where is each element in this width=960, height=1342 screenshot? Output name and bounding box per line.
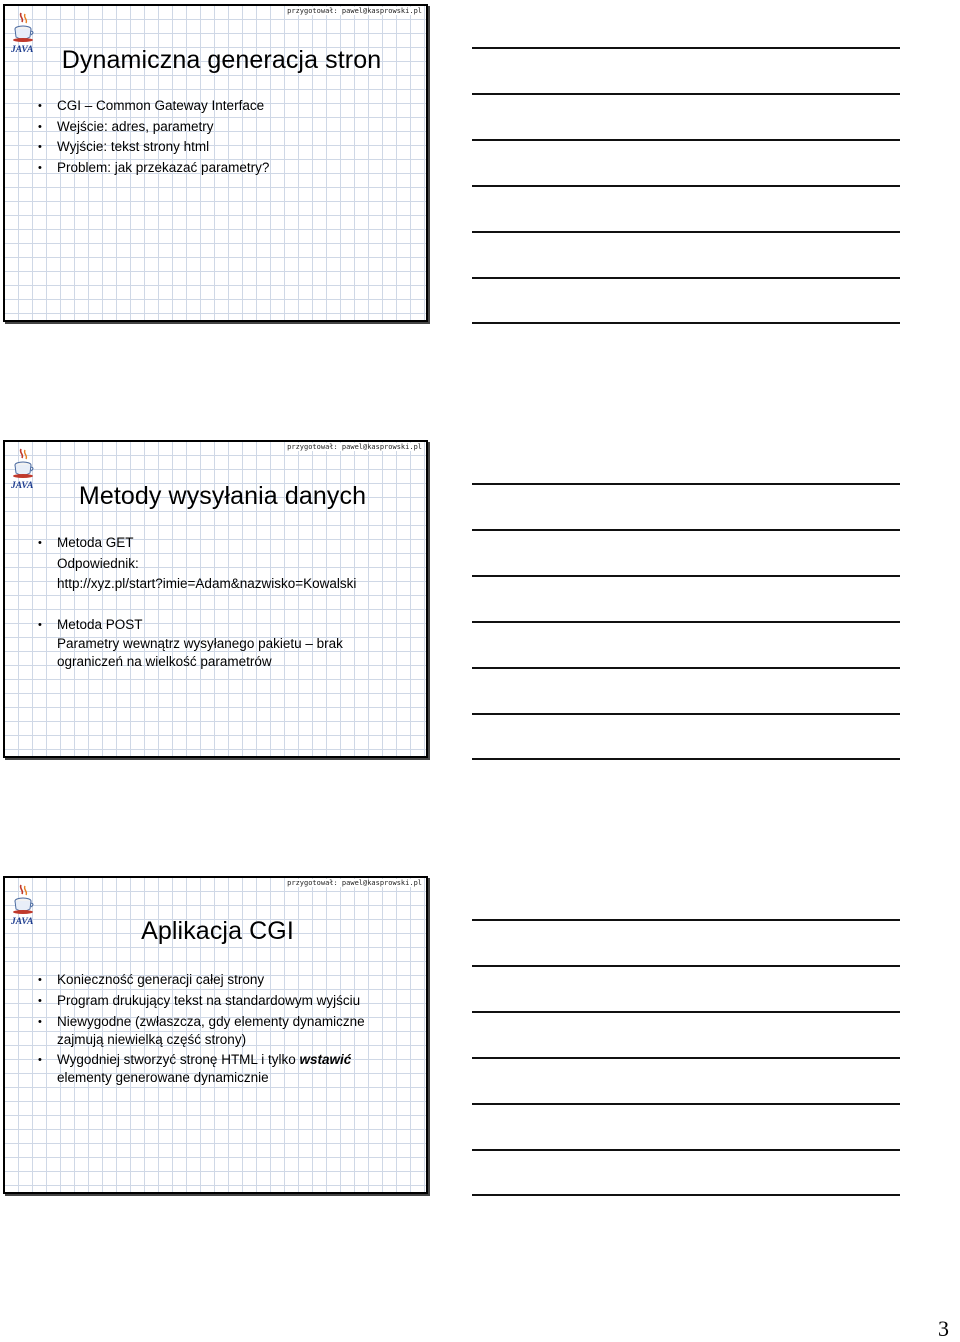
slide-content bbox=[35, 96, 418, 178]
note-line bbox=[472, 1011, 900, 1013]
bullet-item: • Problem: jak przekazać parametry? bbox=[35, 158, 418, 179]
author-credit: przygotował: pawel@kasprowski.pl bbox=[287, 443, 422, 451]
bullet-item: • Niewygodne (zwłaszcza, gdy elementy dynamiczne bbox=[35, 1013, 418, 1031]
get-url: http://xyz.pl/start?imie=Adam&nazwisko=Kowalski bbox=[57, 576, 357, 591]
slide-title: Aplikacja CGI bbox=[141, 917, 294, 945]
note-line bbox=[472, 185, 900, 187]
logo-text: JAVA bbox=[11, 45, 34, 55]
note-line bbox=[472, 1194, 900, 1196]
note-line bbox=[472, 322, 900, 324]
author-credit: przygotował: pawel@kasprowski.pl bbox=[287, 879, 422, 887]
note-line bbox=[472, 529, 900, 531]
post-line: Parametry wewnątrz wysyłanego pakietu – brak bbox=[57, 636, 343, 651]
page-number: 3 bbox=[938, 1316, 949, 1341]
note-line bbox=[472, 713, 900, 715]
slide-2 bbox=[3, 440, 428, 758]
slide-content bbox=[35, 970, 418, 1087]
bullet-continuation: elementy generowane dynamicznie bbox=[57, 1070, 269, 1085]
note-line bbox=[472, 231, 900, 233]
note-line bbox=[472, 965, 900, 967]
slide-title: Dynamiczna generacja stron bbox=[61, 46, 382, 74]
bullet-item: • Metoda GET bbox=[35, 533, 418, 554]
note-line bbox=[472, 575, 900, 577]
bullet-item: • Program drukujący tekst na standardowym wyjściu bbox=[35, 991, 418, 1012]
note-line bbox=[472, 1057, 900, 1059]
bullet-item: • Metoda POST bbox=[35, 615, 418, 636]
get-line: Odpowiednik: bbox=[57, 555, 139, 571]
note-line bbox=[472, 758, 900, 760]
note-line bbox=[472, 93, 900, 95]
note-line bbox=[472, 139, 900, 141]
bullet-item: • Wejście: adres, parametry bbox=[35, 117, 418, 138]
logo-text: JAVA bbox=[11, 481, 34, 491]
logo-text: JAVA bbox=[11, 917, 34, 927]
note-line bbox=[472, 1149, 900, 1151]
note-line bbox=[472, 483, 900, 485]
post-line: ograniczeń na wielkość parametrów bbox=[57, 654, 272, 669]
bullet-item bbox=[35, 1051, 418, 1069]
bullet-continuation: zajmują niewielką część strony) bbox=[57, 1032, 247, 1047]
note-line bbox=[472, 667, 900, 669]
bullet-item: • CGI – Common Gateway Interface bbox=[35, 96, 418, 117]
bullet-item: • Konieczność generacji całej strony bbox=[35, 970, 418, 991]
slide-1 bbox=[3, 4, 428, 322]
note-line bbox=[472, 277, 900, 279]
slide-title: Metody wysyłania danych bbox=[78, 482, 367, 510]
note-line bbox=[472, 1103, 900, 1105]
author-credit: przygotował: pawel@kasprowski.pl bbox=[287, 7, 422, 15]
slide-3 bbox=[3, 876, 428, 1194]
slide-content bbox=[35, 533, 418, 671]
note-line bbox=[472, 919, 900, 921]
bullet-item: • Wyjście: tekst strony html bbox=[35, 137, 418, 158]
emphasis-text: wstawić bbox=[299, 1052, 352, 1067]
note-line bbox=[472, 621, 900, 623]
bullet-text: Wygodniej stworzyć stronę HTML i tylko bbox=[57, 1052, 300, 1067]
note-line bbox=[472, 47, 900, 49]
